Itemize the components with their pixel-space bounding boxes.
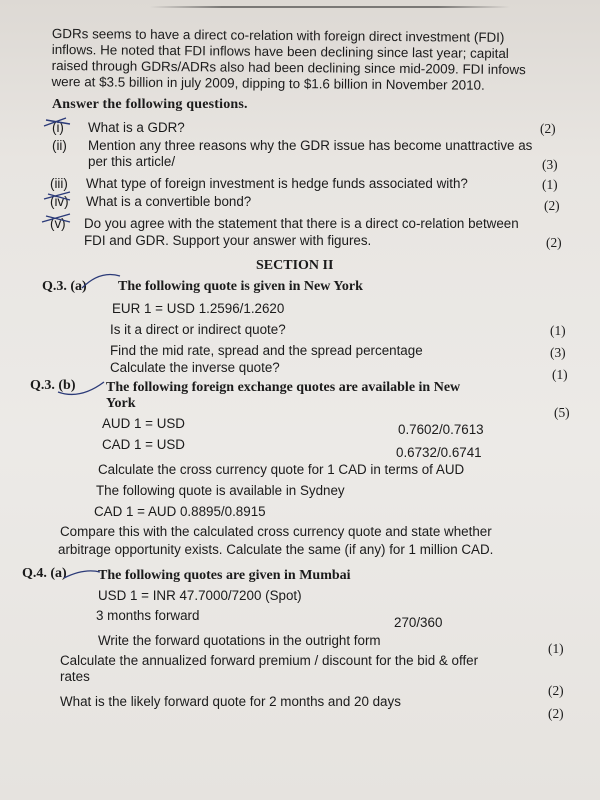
top-rule — [150, 6, 510, 8]
quote-left: AUD 1 = USD — [102, 416, 185, 431]
question-text: FDI and GDR. Support your answer with figures. — [84, 233, 372, 248]
forward-points: 270/360 — [394, 615, 443, 630]
instruction-line: arbitrage opportunity exists. Calculate the same (if any) for 1 million CAD. — [58, 542, 494, 557]
circle-mark-icon — [82, 275, 120, 289]
intro-line: inflows. He noted that FDI inflows have been declining since last year; capital — [51, 41, 509, 61]
intro-line: raised through GDRs/ADRs also had been declining since mid-2009. FDI infows — [51, 57, 526, 78]
marks: (2) — [548, 683, 564, 698]
question-text: Mention any three reasons why the GDR issue has become unattractive as — [88, 138, 533, 153]
question-label: Q.4. (a) — [22, 566, 67, 581]
question-title: The following quotes are given in Mumbai — [98, 568, 351, 583]
intro-paragraph — [51, 26, 572, 95]
quote-right: 0.6732/0.6741 — [396, 445, 482, 460]
instruction-line: Compare this with the calculated cross currency quote and state whether — [60, 524, 492, 539]
instruction-line: CAD 1 = AUD 0.8895/0.8915 — [94, 504, 266, 519]
circle-mark-icon — [64, 571, 100, 578]
sub-question: rates — [60, 669, 90, 684]
question-number: (iii) — [50, 176, 68, 191]
question-number: (ii) — [52, 138, 67, 153]
marks: (1) — [550, 323, 566, 338]
intro-line: GDRs seems to have a direct co-relation with foreign direct investment (FDI) — [51, 26, 505, 45]
marks: (5) — [554, 405, 570, 420]
marks: (3) — [550, 345, 566, 360]
question-text: per this article/ — [88, 154, 176, 169]
sub-question: Write the forward quotations in the outright form — [98, 633, 381, 648]
question-number: (iv) — [50, 194, 69, 209]
quote-left: CAD 1 = USD — [102, 437, 185, 452]
marks: (2) — [548, 706, 564, 721]
sub-question: Calculate the inverse quote? — [110, 360, 280, 375]
question-text: What type of foreign investment is hedge funds associated with? — [86, 176, 468, 191]
quote-line: USD 1 = INR 47.7000/7200 (Spot) — [98, 588, 302, 603]
sub-question: What is the likely forward quote for 2 months and 20 days — [60, 694, 401, 709]
answer-heading: Answer the following questions. — [52, 97, 248, 112]
question-number: (i) — [52, 120, 64, 135]
marks: (1) — [542, 177, 558, 192]
section-title: SECTION II — [256, 258, 334, 273]
instruction-line: The following quote is available in Sydney — [96, 483, 345, 498]
question-text: What is a convertible bond? — [86, 194, 252, 209]
marks: (2) — [544, 198, 560, 213]
instruction-line: Calculate the cross currency quote for 1 CAD in terms of AUD — [98, 462, 465, 477]
question-label: Q.3. (b) — [30, 378, 76, 393]
question-title: The following foreign exchange quotes are available in New — [106, 380, 461, 395]
marks: (3) — [542, 157, 558, 172]
question-title: York — [106, 396, 136, 411]
question-text: What is a GDR? — [88, 120, 185, 135]
question-text: Do you agree with the statement that there is a direct co-relation between — [84, 216, 519, 231]
sub-question: Find the mid rate, spread and the spread percentage — [110, 343, 423, 358]
quote-right: 0.7602/0.7613 — [398, 422, 484, 437]
quote-line: EUR 1 = USD 1.2596/1.2620 — [112, 301, 285, 316]
marks: (1) — [548, 641, 564, 656]
question-title: The following quote is given in New York — [118, 279, 363, 294]
marks: (2) — [546, 235, 562, 250]
forward-label: 3 months forward — [96, 608, 200, 623]
sub-question: Calculate the annualized forward premium / discount for the bid & offer — [60, 653, 479, 668]
sub-question: Is it a direct or indirect quote? — [110, 322, 286, 337]
intro-line: were at $3.5 billion in july 2009, dipping to $1.6 billion in November 2010. — [51, 73, 485, 93]
question-number: (v) — [50, 216, 66, 231]
marks: (2) — [540, 121, 556, 136]
marks: (1) — [552, 367, 568, 382]
question-label: Q.3. (a) — [42, 279, 87, 294]
